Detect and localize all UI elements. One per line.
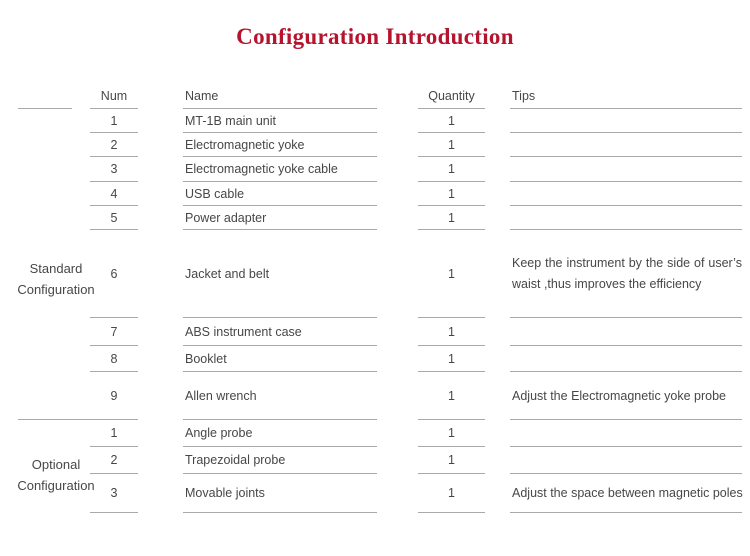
table-row <box>0 346 750 372</box>
header-num-cell: Num <box>90 85 138 109</box>
table-row <box>0 318 750 346</box>
table-row <box>0 182 750 206</box>
quantity-cell: 1 <box>418 420 485 447</box>
quantity-cell: 1 <box>418 230 485 318</box>
tip-cell: Adjust the Electromagnetic yoke probe <box>510 372 742 420</box>
name-cell: Angle probe <box>183 420 377 447</box>
table-row <box>0 109 750 133</box>
num-cell: 2 <box>90 133 138 157</box>
name-cell: Power adapter <box>183 206 377 230</box>
quantity-cell: 1 <box>418 447 485 474</box>
tip-text: Keep the instrument by the side of user’s waist ,thus improves the efficiency <box>512 255 742 291</box>
num-cell: 6 <box>90 230 138 318</box>
table-row <box>0 157 750 182</box>
name-cell: MT-1B main unit <box>183 109 377 133</box>
num-cell: 4 <box>90 182 138 206</box>
tip-cell <box>510 133 742 157</box>
tip-cell <box>510 420 742 447</box>
quantity-cell: 1 <box>418 346 485 372</box>
quantity-cell: 1 <box>418 109 485 133</box>
quantity-cell: 1 <box>418 133 485 157</box>
group-label-standard: Standard Configuration <box>17 261 95 297</box>
quantity-cell: 1 <box>418 206 485 230</box>
name-cell: Jacket and belt <box>183 230 377 318</box>
tip-cell <box>510 346 742 372</box>
num-cell: 2 <box>90 447 138 474</box>
tip-cell <box>510 318 742 346</box>
num-cell: 3 <box>90 157 138 182</box>
name-cell: USB cable <box>183 182 377 206</box>
table-row <box>0 447 750 474</box>
name-cell: Trapezoidal probe <box>183 447 377 474</box>
num-cell: 7 <box>90 318 138 346</box>
tip-cell: Adjust the space between magnetic poles <box>510 474 742 513</box>
table-row <box>0 133 750 157</box>
num-cell: 3 <box>90 474 138 513</box>
name-cell: Movable joints <box>183 474 377 513</box>
header-tips-cell: Tips <box>510 85 742 109</box>
tip-cell <box>510 447 742 474</box>
name-cell: Booklet <box>183 346 377 372</box>
quantity-cell: 1 <box>418 474 485 513</box>
page-title: Configuration Introduction <box>236 24 514 49</box>
tip-cell <box>510 230 742 318</box>
name-cell: ABS instrument case <box>183 318 377 346</box>
configuration-table <box>0 85 750 513</box>
table-header-row <box>0 85 750 109</box>
header-name-cell: Name <box>183 85 377 109</box>
group-divider-cell <box>18 372 90 420</box>
tip-cell <box>510 157 742 182</box>
table-row <box>0 474 750 513</box>
table-row <box>0 206 750 230</box>
quantity-cell: 1 <box>418 372 485 420</box>
tip-cell <box>510 182 742 206</box>
name-cell: Electromagnetic yoke cable <box>183 157 377 182</box>
table-row <box>0 372 750 420</box>
group-label-optional: Optional Configuration <box>17 457 95 493</box>
num-cell: 1 <box>90 420 138 447</box>
quantity-cell: 1 <box>418 182 485 206</box>
num-cell: 8 <box>90 346 138 372</box>
table-row <box>0 420 750 447</box>
num-cell: 9 <box>90 372 138 420</box>
header-group-cell <box>18 85 72 109</box>
tip-cell <box>510 206 742 230</box>
name-cell: Allen wrench <box>183 372 377 420</box>
quantity-cell: 1 <box>418 318 485 346</box>
header-quantity-cell: Quantity <box>418 85 485 109</box>
tip-cell <box>510 109 742 133</box>
num-cell: 1 <box>90 109 138 133</box>
table-row <box>0 230 750 318</box>
name-cell: Electromagnetic yoke <box>183 133 377 157</box>
num-cell: 5 <box>90 206 138 230</box>
quantity-cell: 1 <box>418 157 485 182</box>
